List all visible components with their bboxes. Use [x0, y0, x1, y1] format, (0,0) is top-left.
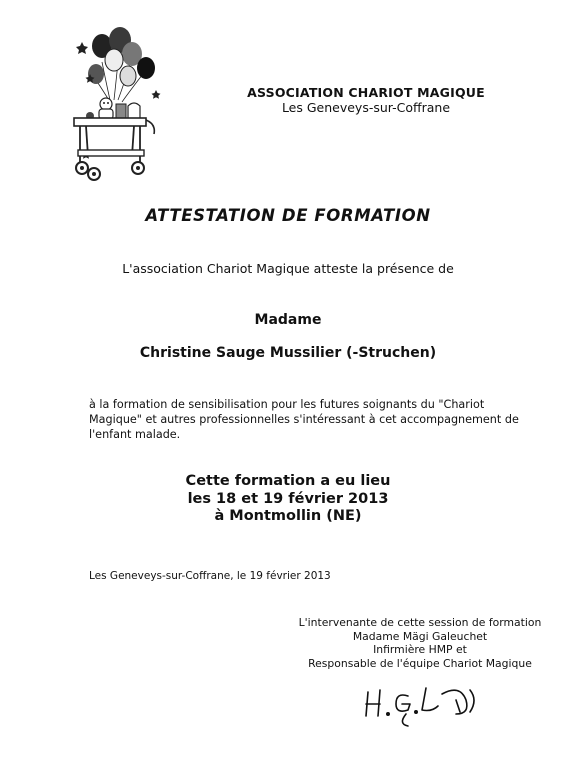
salutation: Madame — [254, 312, 322, 328]
organization-name: ASSOCIATION CHARIOT MAGIQUE — [247, 85, 485, 100]
description-text: à la formation de sensibilisation pour les futures soignants du "Chariot Magique" et autres professionnelles s'intéressant à cet accompagnement de l'enfant malade. — [89, 398, 519, 441]
training-location-block — [0, 473, 576, 526]
signatory-block — [270, 616, 570, 670]
handwritten-signature-icon — [360, 680, 490, 730]
chariot-balloons-icon — [66, 22, 162, 188]
location-line: Cette formation a eu lieu — [185, 473, 391, 489]
date-line: Les Geneveys-sur-Coffrane, le 19 février 2013 — [89, 570, 331, 582]
intro-text: L'association Chariot Magique atteste la présence de — [122, 261, 454, 276]
signatory-line: Infirmière HMP et — [373, 643, 467, 656]
signatory-line: L'intervenante de cette session de formation — [298, 616, 542, 629]
signatory-line: Madame Mägi Galeuchet — [352, 629, 488, 643]
organization-place: Les Geneveys-sur-Coffrane — [281, 100, 451, 115]
signatory-line: Responsable de l'équipe Chariot Magique — [308, 656, 532, 670]
location-line: les 18 et 19 février 2013 — [187, 490, 389, 507]
person-name: Christine Sauge Mussilier (-Struchen) — [139, 345, 437, 361]
document-title: ATTESTATION DE FORMATION — [145, 206, 431, 225]
location-line: à Montmollin (NE) — [214, 508, 362, 524]
